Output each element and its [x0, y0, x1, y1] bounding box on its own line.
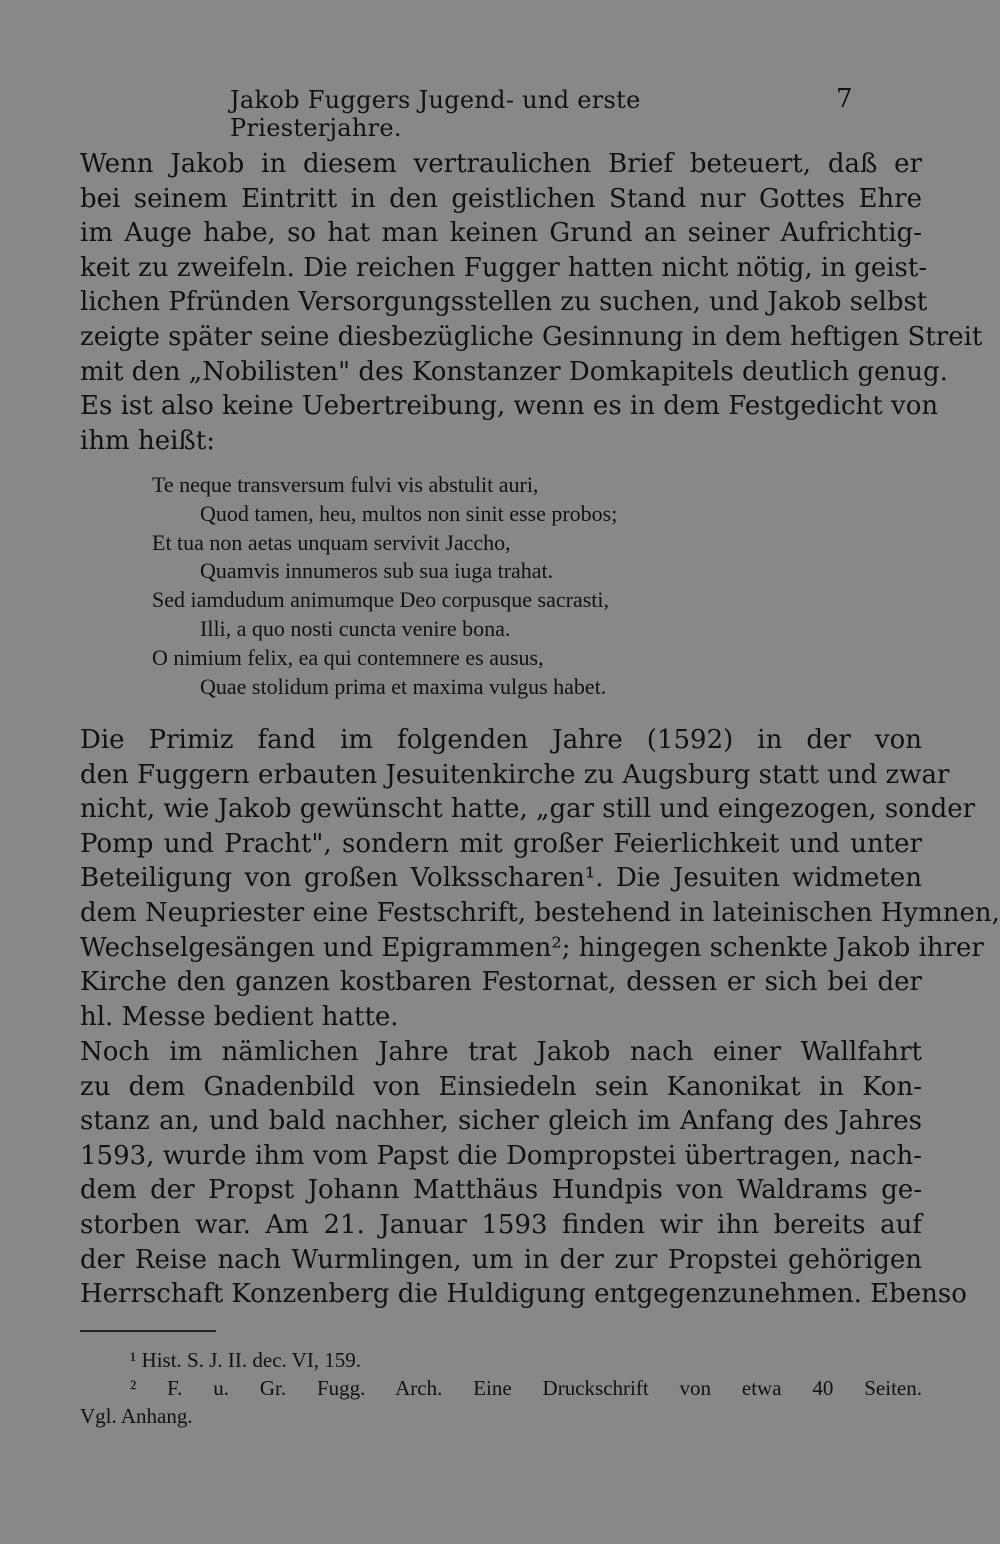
text-line: 1593, wurde ihm vom Papst die Dompropstei übertragen, nach- — [80, 1140, 922, 1171]
footnote-2-continuation: Vgl. Anhang. — [80, 1404, 193, 1428]
text-line: zeigte später seine diesbezügliche Gesinnung in dem heftigen Streit — [80, 321, 983, 352]
text-line: dem Neupriester eine Festschrift, bestehend in lateinischen Hymnen, — [80, 897, 1000, 928]
text-line: den Fuggern erbauten Jesuitenkirche zu Augsburg statt und zwar — [80, 759, 950, 790]
text-line: stanz an, und bald nachher, sicher gleich im Anfang des Jahres — [80, 1106, 922, 1137]
text-line: dem der Propst Johann Matthäus Hundpis von Waldrams ge- — [80, 1175, 922, 1206]
text-line: Kirche den ganzen kostbaren Festornat, dessen er sich bei der — [80, 967, 922, 998]
verse-line: Illi, a quo nosti cuncta venire bona. — [200, 615, 511, 641]
text-line: im Auge habe, so hat man keinen Grund an seiner Aufrichtig- — [80, 218, 922, 249]
running-title: Jakob Fuggers Jugend- und erste Priesterjahre. — [230, 86, 641, 142]
text-line: keit zu zweifeln. Die reichen Fugger hatten nicht nötig, in geist- — [80, 252, 928, 283]
paragraph-1 — [80, 147, 983, 458]
footnote-divider — [80, 1330, 216, 1332]
paragraph-2 — [80, 723, 1000, 1034]
paragraph-3 — [80, 1035, 967, 1312]
text-line: Es ist also keine Uebertreibung, wenn es in dem Festgedicht von — [80, 391, 939, 422]
verse-line: Quamvis innumeros sub sua iuga trahat. — [200, 558, 554, 584]
text-line: bei seinem Eintritt in den geistlichen Stand nur Gottes Ehre — [80, 183, 922, 214]
text-line: lichen Pfründen Versorgungsstellen zu suchen, und Jakob selbst — [80, 287, 928, 318]
verse-line: Te neque transversum fulvi vis abstulit auri, — [152, 472, 539, 497]
text-line: Wechselgesängen und Epigrammen²; hingegen schenkte Jakob ihrer — [80, 932, 984, 963]
text-line: ihm heißt: — [80, 425, 216, 456]
text-line: hl. Messe bedient hatte. — [80, 1001, 399, 1032]
text-line: Herrschaft Konzenberg die Huldigung entgegenzunehmen. Ebenso — [80, 1279, 967, 1310]
latin-verse — [152, 471, 772, 701]
verse-line: Quae stolidum prima et maxima vulgus habet. — [200, 673, 607, 699]
footnote-1: ¹ Hist. S. J. II. dec. VI, 159. — [130, 1348, 362, 1372]
footnotes — [80, 1346, 922, 1430]
text-line: Noch im nämlichen Jahre trat Jakob nach einer Wallfahrt — [80, 1037, 922, 1067]
footnote-2: ² F. u. Gr. Fugg. Arch. Eine Druckschrift von etwa 40 Seiten. — [130, 1376, 922, 1400]
text-line: mit den „Nobilisten" des Konstanzer Domkapitels deutlich genug. — [80, 356, 948, 387]
verse-line: Sed iamdudum animumque Deo corpusque sacrasti, — [152, 587, 610, 613]
text-line: storben war. Am 21. Januar 1593 finden wir ihn bereits auf — [80, 1209, 922, 1240]
page-number: 7 — [836, 84, 853, 114]
text-line: der Reise nach Wurmlingen, um in der zur Propstei gehörigen — [80, 1244, 922, 1275]
verse-line: Quod tamen, heu, multos non sinit esse probos; — [200, 500, 618, 526]
verse-line: O nimium felix, ea qui contemnere es ausus, — [152, 644, 544, 670]
text-line: Wenn Jakob in diesem vertraulichen Brief beteuert, daß er — [80, 149, 922, 179]
text-line: Die Primiz fand im folgenden Jahre (1592) in der von — [80, 725, 922, 755]
text-line: zu dem Gnadenbild von Einsiedeln sein Kanonikat in Kon- — [80, 1071, 922, 1102]
verse-line: Et tua non aetas unquam servivit Jaccho, — [152, 529, 511, 555]
text-line: nicht, wie Jakob gewünscht hatte, „gar still und eingezogen, sonder — [80, 794, 976, 825]
text-line: Beteiligung von großen Volksscharen¹. Die Jesuiten widmeten — [80, 863, 922, 894]
text-line: Pomp und Pracht", sondern mit großer Feierlichkeit und unter — [80, 828, 922, 859]
